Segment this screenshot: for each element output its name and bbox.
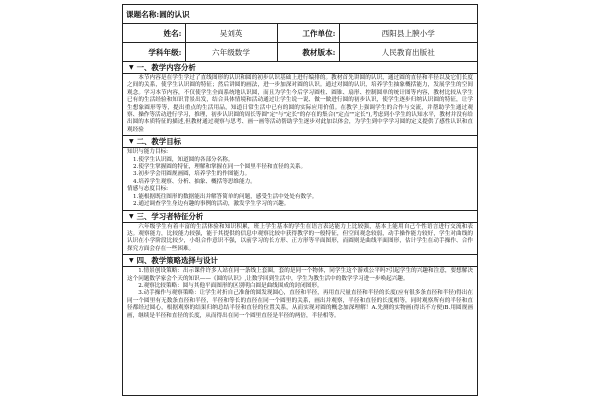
subject-label: 学科年级: [123,43,185,62]
subject-value: 六年级数学 [185,43,277,62]
teaching-goals-body [123,148,477,209]
goal-item: 2.通过调查学生身边有趣的事例的活动，激发学生学习的兴趣。 [133,201,290,208]
subject-row [123,43,477,62]
learner-analysis-body [123,223,477,255]
triangle-bullet-icon: ▼ [129,138,134,146]
section-content-analysis-heading [123,62,477,74]
goal-item: 2.使学生掌握圆的特征，理解和掌握在同一个圆里半径和直径的关系。 [133,164,307,171]
strategy-item: 1.情景创设策略：出示课件许多人站在同一条线上套圈，套的是同一个物体，同学生这个游戏公平吗?引起学生的兴趣和注意，要想解决这个问题数学家会个天的知识——《圆的认识》,让数学回到生活中，学生为教生活中的数学学习进一步唤起兴趣。 [127,268,473,282]
header-table [123,5,477,62]
goal-item: 4.培养学生观察、分析、抽象、概括等思维能力。 [133,178,256,185]
section-title: 一、教学内容分析 [136,63,196,72]
topic-cell [123,5,477,24]
section-strategy-heading [123,254,477,267]
triangle-bullet-icon: ▼ [129,257,134,265]
name-row [123,24,477,43]
unit-value: 西阳县上腴小学 [339,24,477,43]
learner-analysis-text: 六年级学生有着丰富的生活体验和知识积累，班上学生基本的学生在语言表达能力上比较强，基本上能用自己个性语言进行交流和表达。观察能力，比较能力较强，能于其提供的信息中观察比较中获得教学的一般特征，但空间观念较弱，动手操作能力较好，学生对曲线的认识在小学阶段比较少，小组合作意识不强，以前学习的长方形、正方形等平面图形，而圆则是曲线平面图形，估计学生在动手操作、合作探究方面会存在一些困难。 [127,223,473,252]
goal-item: 3.初步学会用圆规画圆，培养学生的作图能力。 [133,171,251,178]
section-teaching-goals-heading [123,135,477,148]
content-analysis-text: 本节内容是在学生学过了直线图形的认识和圆的初步认识基础上进行编排的。教材首先讲圆的认识，通过圆的直径和半径以及它们长度之间的关系，使学生认识圆的特征；然后讲圆的画法，进一步加深对圆的认识。通过对圆的认识，培养学生抽象概括能力，发展学生的空间观念。学习本节内容，不仅使学生全面系统地认识圆，而且为学生今后学习圆柱、圆锥、扇形、控制圆单的统计图等内容，教材比较从学生已有的生活经验和知识背景出发，结合具体情境和活动通过让学生说一说、做一做进行圆的初步认识，使学生逐步归纳认识圆的特征，让学生想象圆形等等，提出重点的生活用品，知道日常生活中已有的圆的实际应用价值。在教学上强调学生的合作与交流，并帮助学生通过观察、操作等活动进行学习，推理，初步认识圆的周长等圆"定"与"定长"的存在的集合("定点""定长"),考虑到小学生的认知水平，教材并没有给出圆的本质特征的描述,但教材通过观察与思考、画一画等活动帮助学生逐步对此加以体会，为学生到中学学习圆的定义提供了感性认识和直观经验 [127,75,473,133]
section-learner-analysis-heading [123,210,477,223]
section-title: 三、学习者特征分析 [136,211,204,221]
section-title: 四、教学策略选择与设计 [136,256,218,266]
knowledge-goals-heading: 知识与能力目标: [127,149,169,156]
strategy-body [123,267,477,321]
name-label: 姓名: [123,24,185,43]
topic-value: 圆的认识 [159,9,190,19]
strategy-item: 2.观察比较策略：圆与其他平面图形的区别明白圆是曲线围成的封闭图形。 [138,282,323,289]
attitude-goals-heading: 情感与态度目标: [127,186,169,193]
goal-item: 1.使学生认识圆，知道圆的各部分名称。 [133,156,234,163]
topic-label: 课题名称: [126,9,160,19]
name-value: 吴刘英 [185,24,277,43]
triangle-bullet-icon: ▼ [129,64,134,71]
unit-label: 工作单位: [277,24,339,43]
topic-row [123,5,477,24]
section-title: 二、教学目标 [136,137,181,147]
lesson-plan-sheet [122,4,478,396]
strategy-item: 3.动手操作与观察策略：让学生对折自己准备的圆发现圆心，直径和半径，再用直尺量直径和半径的长度(应有很多条直径和半径)得出在同一个圆里有无数条直径和半径，半径和等长的直径在同一个圆里的关系，画出并观察，半径和直径的长度相等，同时观察所有的半径和直径都经过圆心，根据观察的结果归纳总结半径和直径的位置关系，从而实现对圆的概念加深理解！A.先测的实物画(得出不方便)B.用圆规画画，继续是半径和直径的长度，从而得出在同一个圆里直径是半径的两倍，半径相等。 [127,290,473,319]
edition-label: 教材版本: [277,43,339,62]
triangle-bullet-icon: ▼ [129,212,134,220]
content-analysis-body [123,74,477,135]
edition-value: 人民教育出版社 [339,43,477,62]
goal-item: 1.能根据既往图形的数据能出并解答简单的问题，感受生活中处处有数学。 [133,193,318,200]
